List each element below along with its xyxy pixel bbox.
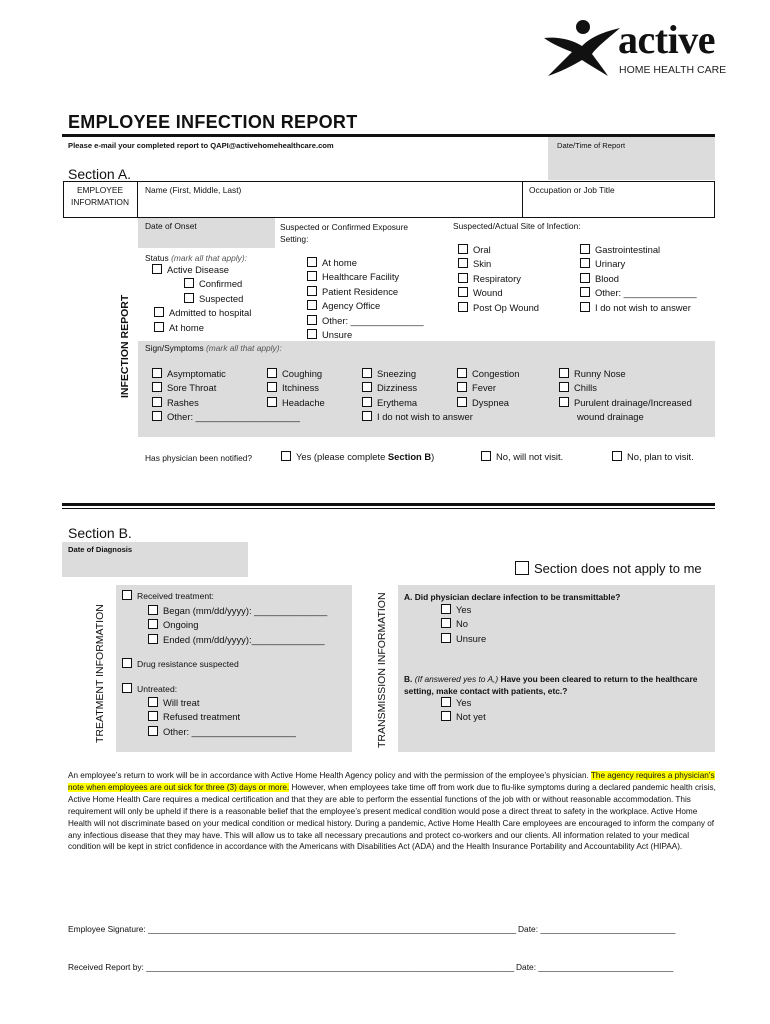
logo-brand: active [618, 17, 715, 62]
section-b-heading: Section B. [68, 525, 132, 541]
email-note: Please e-mail your completed report to QAPI@activehomehealthcare.com [68, 141, 334, 150]
site-urinary[interactable]: Urinary [580, 257, 697, 271]
treatment-ongoing[interactable]: Ongoing [148, 618, 327, 632]
symptom-runny-nose[interactable]: Runny Nose [559, 367, 692, 381]
treatment-options [148, 604, 327, 647]
symptom-rashes[interactable]: Rashes [152, 396, 300, 410]
received-date-line[interactable]: Date: _____________________________ [516, 962, 674, 972]
received-by-line[interactable]: Received Report by: _______________________________________________________________________________ [68, 962, 515, 972]
logo-figure-icon [542, 18, 622, 78]
untreated-options [148, 696, 296, 739]
symptom-sneezing[interactable]: Sneezing [362, 367, 473, 381]
diagnosis-label: Date of Diagnosis [68, 545, 133, 554]
status-active-disease[interactable]: Active Disease [152, 263, 251, 277]
site-oral[interactable]: Oral [458, 243, 539, 257]
employee-signature-line[interactable]: Employee Signature: _______________________________________________________________________________ [68, 924, 517, 934]
untreated[interactable]: Untreated: [122, 683, 177, 694]
symptom-purulent-drainage[interactable]: Purulent drainage/Increased [559, 396, 692, 410]
status-label: Status (mark all that apply): [145, 253, 247, 263]
physician-yes[interactable]: Yes (please complete Section B) [281, 451, 434, 462]
employee-date-line[interactable]: Date: _____________________________ [518, 924, 676, 934]
exposure-label: Suspected or Confirmed Exposure Setting: [280, 222, 409, 244]
page-title: EMPLOYEE INFECTION REPORT [68, 112, 358, 132]
status-options [152, 263, 251, 335]
a-no[interactable]: No [441, 617, 486, 631]
not-apply-checkbox[interactable]: Section does not apply to me [515, 561, 702, 576]
symptom-erythema[interactable]: Erythema [362, 396, 473, 410]
logo-subtitle: HOME HEALTH CARE [619, 64, 727, 76]
treatment-ended[interactable]: Ended (mm/dd/yyyy):______________ [148, 633, 327, 647]
symptoms-col4 [457, 367, 519, 410]
question-a-options [441, 603, 486, 646]
symptom-headache[interactable]: Headache [267, 396, 325, 410]
transmission-label: TRANSMISSION INFORMATION [376, 592, 388, 748]
physician-question: Has physician been notified? [145, 453, 253, 463]
site-label: Suspected/Actual Site of Infection: [453, 221, 581, 231]
section-divider [62, 503, 715, 506]
status-at-home[interactable]: At home [152, 321, 251, 335]
exposure-options [307, 256, 424, 342]
symptom-itchiness[interactable]: Itchiness [267, 381, 325, 395]
site-post-op-wound[interactable]: Post Op Wound [458, 301, 539, 315]
question-a: A. Did physician declare infection to be transmittable? [404, 592, 621, 602]
site-gastrointestinal[interactable]: Gastrointestinal [580, 243, 697, 257]
site-skin[interactable]: Skin [458, 257, 539, 271]
untreated-refused[interactable]: Refused treatment [148, 710, 296, 724]
symptoms-label: Sign/Symptoms (mark all that apply): [145, 343, 282, 353]
untreated-will-treat[interactable]: Will treat [148, 696, 296, 710]
site-col2 [580, 243, 697, 315]
site-no-answer[interactable]: I do not wish to answer [580, 301, 697, 315]
site-respiratory[interactable]: Respiratory [458, 272, 539, 286]
received-treatment[interactable]: Received treatment: [122, 590, 214, 601]
site-blood[interactable]: Blood [580, 272, 697, 286]
physician-no-visit[interactable]: No, will not visit. [481, 451, 563, 462]
symptom-congestion[interactable]: Congestion [457, 367, 519, 381]
exposure-agency-office[interactable]: Agency Office [307, 299, 424, 313]
symptoms-col2 [267, 367, 325, 410]
question-b: B. (If answered yes to A,) Have you been cleared to return to the healthcare setting, make contact with patients, etc.? [404, 674, 698, 696]
infection-report-label: INFECTION REPORT [119, 294, 131, 398]
untreated-other[interactable]: Other: ____________________ [148, 725, 296, 739]
name-field-label: Name (First, Middle, Last) [145, 185, 242, 195]
symptom-other[interactable]: Other: ____________________ [152, 410, 300, 424]
section-a-heading: Section A. [68, 166, 132, 182]
b-yes[interactable]: Yes [441, 696, 486, 710]
policy-paragraph: An employee’s return to work will be in accordance with Active Home Health Agency policy and with the permission of the employee’s physician. The agency requires a physician’s note when employees are out sick for three (3) days or more. However, when employees take time off from work due to flu-like symptoms during a declared pandemic health crisis, Active Home Health Care requires a medical certification and that they are able to perform the essential functions of the job with or without reasonable accommodation. This requirement will only be upheld if there is a reasonable belief that the employee’s present medical condition would pose a direct threat to safety in the workplace. Active Home Health will not discriminate based on your medical condition or medical history. During a pandemic, Active Home Health Care employees are encouraged to inform the company of any infectious disease that they may have. This will allow us to take all necessary precautions and protect co-workers and our clients. All information related to your medical condition will be kept in strict confidence in accordance with the Americans with Disabilities Act (ADA) and the Health Insurance Portability and Accountability Act (HIPAA). [68, 771, 716, 852]
symptom-dizziness[interactable]: Dizziness [362, 381, 473, 395]
employee-info-label: EMPLOYEE INFORMATION [71, 185, 129, 207]
symptom-fever[interactable]: Fever [457, 381, 519, 395]
occupation-field-label: Occupation or Job Title [529, 185, 615, 195]
symptom-no-answer[interactable]: I do not wish to answer [362, 410, 473, 424]
drug-resistance[interactable]: Drug resistance suspected [122, 658, 239, 669]
policy-highlight: The agency requires a physician’s note when employees are out sick for three (3) days or more. [68, 771, 715, 792]
treatment-label: TREATMENT INFORMATION [94, 604, 106, 743]
b-not-yet[interactable]: Not yet [441, 710, 486, 724]
status-confirmed[interactable]: Confirmed [152, 277, 251, 291]
date-onset-label: Date of Onset [145, 221, 197, 231]
status-suspected[interactable]: Suspected [152, 292, 251, 306]
site-col1 [458, 243, 539, 315]
symptoms-col5: Runny Nose Chills Purulent drainage/Increased wound drainage [559, 367, 692, 425]
site-wound[interactable]: Wound [458, 286, 539, 300]
exposure-healthcare-facility[interactable]: Healthcare Facility [307, 270, 424, 284]
a-yes[interactable]: Yes [441, 603, 486, 617]
exposure-at-home[interactable]: At home [307, 256, 424, 270]
exposure-other[interactable]: Other: ______________ [307, 314, 424, 328]
site-other[interactable]: Other: ______________ [580, 286, 697, 300]
exposure-unsure[interactable]: Unsure [307, 328, 424, 342]
symptom-chills[interactable]: Chills [559, 381, 692, 395]
symptom-coughing[interactable]: Coughing [267, 367, 325, 381]
exposure-patient-residence[interactable]: Patient Residence [307, 285, 424, 299]
a-unsure[interactable]: Unsure [441, 632, 486, 646]
physician-no-plan[interactable]: No, plan to visit. [612, 451, 694, 462]
status-admitted[interactable]: Admitted to hospital [152, 306, 251, 320]
symptom-dyspnea[interactable]: Dyspnea [457, 396, 519, 410]
symptom-asymptomatic[interactable]: Asymptomatic [152, 367, 300, 381]
date-time-label: Date/Time of Report [557, 141, 626, 150]
question-b-options [441, 696, 486, 725]
treatment-began[interactable]: Began (mm/dd/yyyy): ______________ [148, 604, 327, 618]
symptom-sore-throat[interactable]: Sore Throat [152, 381, 300, 395]
